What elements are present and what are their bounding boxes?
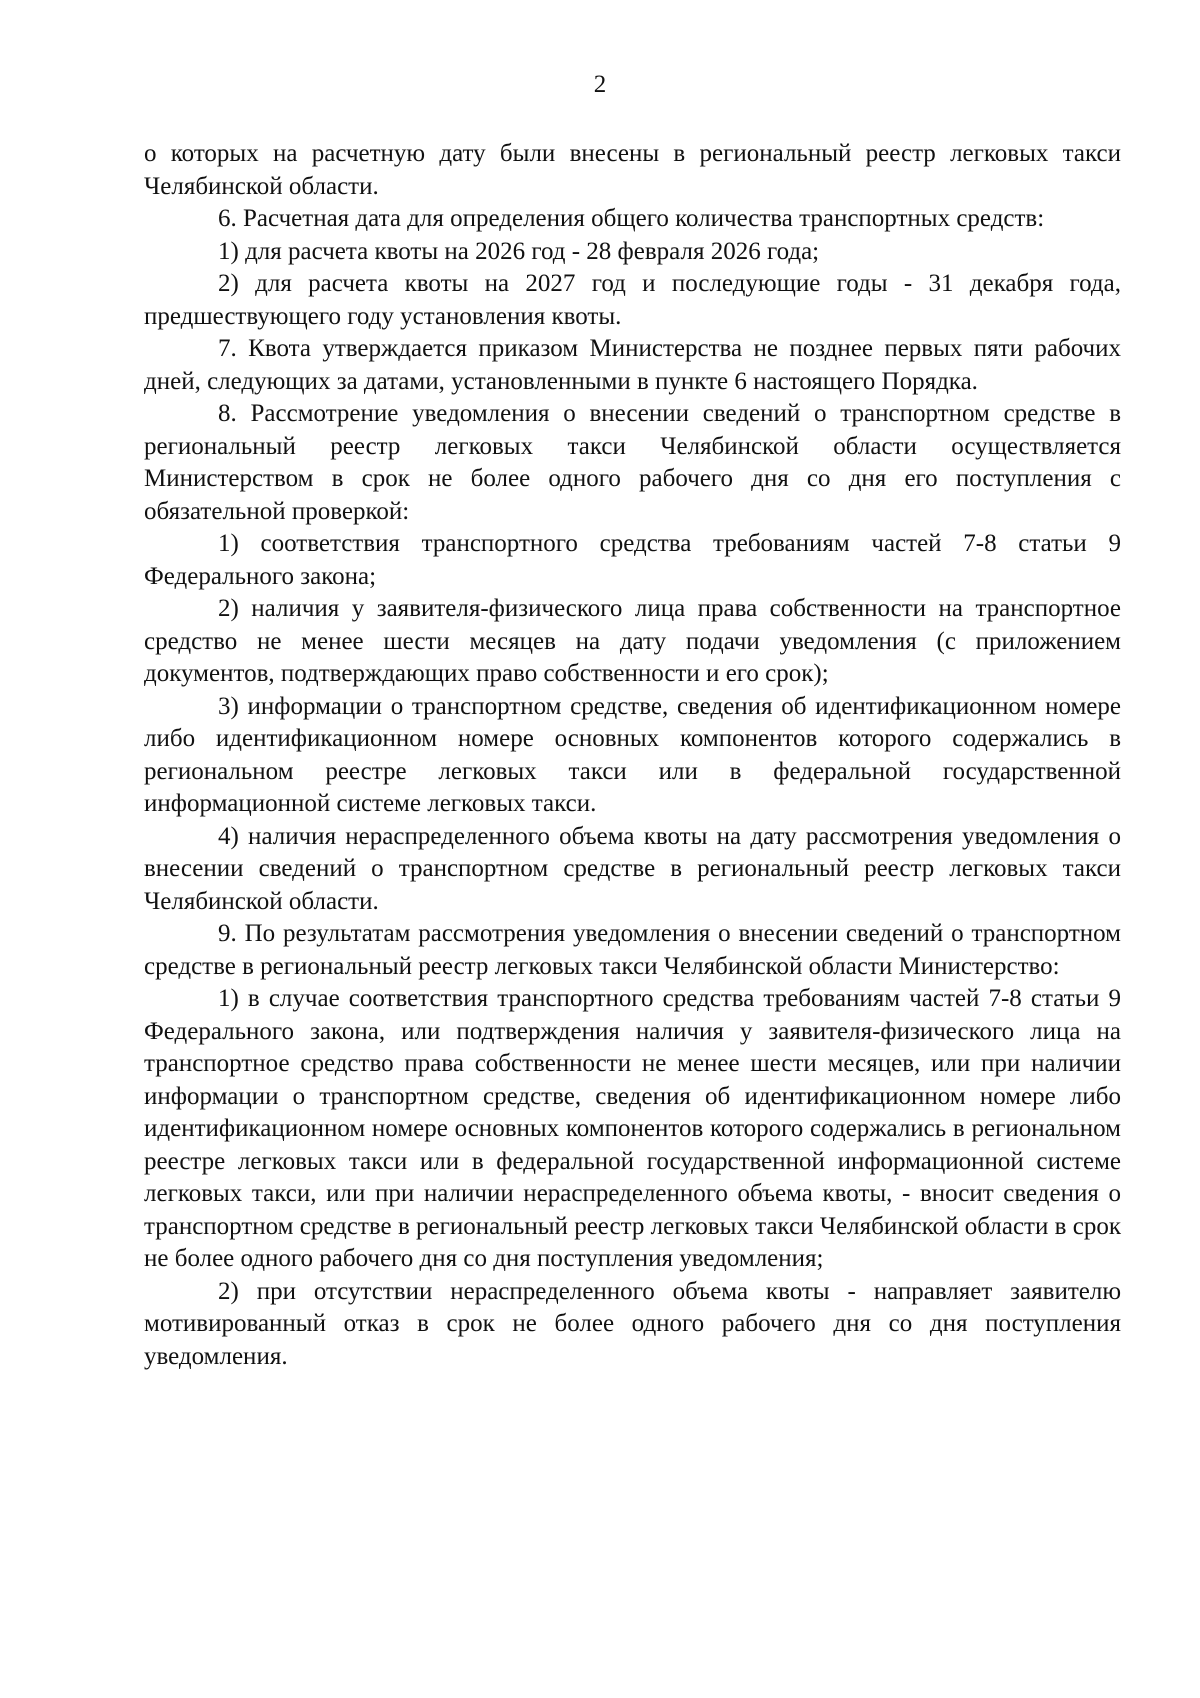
page-number: 2	[593, 71, 607, 98]
paragraph-item-8-1: 1) соответствия транспортного средства требованиям частей 7-8 статьи 9 Федерального закона;	[144, 530, 1121, 590]
paragraph-item-8-3: 3) информации о транспортном средстве, сведения об идентификационном номере либо идентификационном номере основных компонентов которого содержались в региональном реестре легковых такси или в федеральной государственной информационной системе легковых такси.	[144, 692, 1121, 817]
paragraph-item-7: 7. Квота утверждается приказом Министерства не позднее первых пяти рабочих дней, следующих за датами, установленными в пункте 6 настоящего Порядка.	[144, 335, 1121, 395]
paragraph-item-9: 9. По результатам рассмотрения уведомления о внесении сведений о транспортном средстве в региональный реестр легковых такси Челябинской области Министерство:	[144, 920, 1121, 980]
paragraph-item-8: 8. Рассмотрение уведомления о внесении сведений о транспортном средстве в региональный реестр легковых такси Челябинской области осуществляется Министерством в срок не более одного рабочего дня со дня его поступления с обязательной проверкой:	[144, 400, 1121, 525]
paragraph-item-9-1: 1) в случае соответствия транспортного средства требованиям частей 7-8 статьи 9 Федерального закона, или подтверждения наличия у заявителя-физического лица на транспортное средство права собственности не менее шести месяцев, или при наличии информации о транспортном средстве, сведения об идентификационном номере либо идентификационном номере основных компонентов которого содержались в региональном реестре легковых такси или в федеральной государственной информационной системе легковых такси, или при наличии нераспределенного объема квоты, - вносит сведения о транспортном средстве в региональный реестр легковых такси Челябинской области в срок не более одного рабочего дня со дня поступления уведомления;	[144, 985, 1121, 1272]
paragraph-continuation: о которых на расчетную дату были внесены в региональный реестр легковых такси Челябинской области.	[144, 140, 1121, 200]
paragraph-item-8-4: 4) наличия нераспределенного объема квоты на дату рассмотрения уведомления о внесении сведений о транспортном средстве в региональный реестр легковых такси Челябинской области.	[144, 822, 1121, 915]
paragraph-item-8-2: 2) наличия у заявителя-физического лица права собственности на транспортное средство не менее шести месяцев на дату подачи уведомления (с приложением документов, подтверждающих право собственности и его срок);	[144, 595, 1121, 687]
document-body	[144, 138, 1121, 1373]
paragraph-item-6-1: 1) для расчета квоты на 2026 год - 28 февраля 2026 года;	[218, 237, 820, 265]
paragraph-item-6-2: 2) для расчета квоты на 2027 год и последующие годы - 31 декабря года, предшествующего году установления квоты.	[144, 270, 1121, 330]
paragraph-item-9-2: 2) при отсутствии нераспределенного объема квоты - направляет заявителю мотивированный отказ в срок не более одного рабочего дня со дня поступления уведомления.	[144, 1277, 1121, 1370]
paragraph-item-6: 6. Расчетная дата для определения общего количества транспортных средств:	[218, 205, 1045, 232]
